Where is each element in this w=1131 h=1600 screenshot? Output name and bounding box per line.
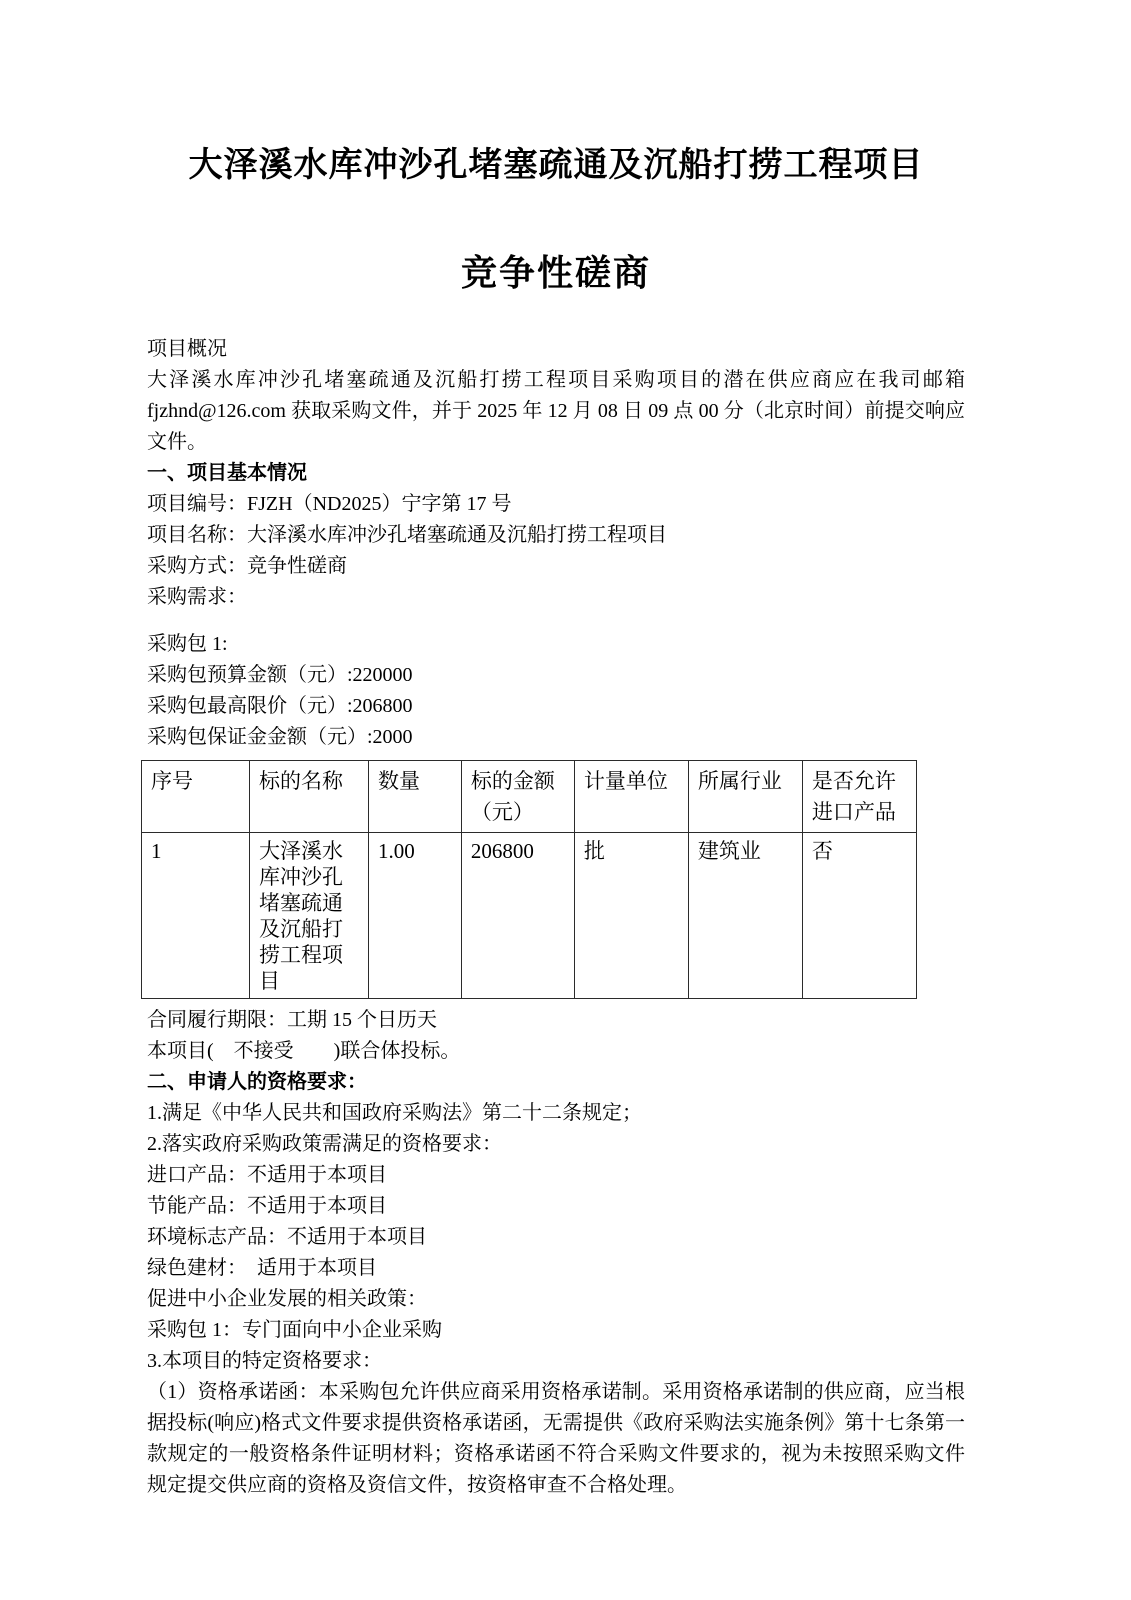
procurement-method: 采购方式：竞争性磋商: [147, 555, 347, 577]
consortium-bidding: 本项目( 不接受 )联合体投标。: [147, 1040, 461, 1062]
cell-seq-no: 1: [142, 833, 250, 999]
header-quantity: 数量: [369, 761, 462, 833]
document-subtitle: 竞争性磋商: [460, 253, 651, 293]
blank-line: [147, 613, 965, 629]
policy-sme-promotion: 促进中小企业发展的相关政策：: [147, 1288, 427, 1310]
section1-heading: 一、项目基本情况: [147, 462, 307, 484]
policy-sme-package: 采购包 1：专门面向中小企业采购: [147, 1319, 442, 1341]
policy-import-products: 进口产品：不适用于本项目: [147, 1164, 387, 1186]
header-industry: 所属行业: [688, 761, 802, 833]
section2-heading: 二、申请人的资格要求：: [147, 1071, 367, 1093]
qualification-item1: 1.满足《中华人民共和国政府采购法》第二十二条规定；: [147, 1102, 642, 1124]
package-name: 采购包 1:: [147, 633, 228, 655]
cell-industry: 建筑业: [688, 833, 802, 999]
package-deposit: 采购包保证金金额（元）:2000: [147, 726, 413, 748]
package-budget: 采购包预算金额（元）:220000: [147, 664, 413, 686]
header-seq-no: 序号: [142, 761, 250, 833]
header-import-allowed: 是否允许进口产品: [802, 761, 916, 833]
procurement-items-table: [141, 760, 917, 999]
table-header-row: [142, 761, 917, 833]
document-body: [147, 334, 965, 1501]
policy-green-materials: 绿色建材： 适用于本项目: [147, 1257, 377, 1279]
cell-unit: 批: [574, 833, 688, 999]
qualification-item3-detail: （1）资格承诺函：本采购包允许供应商采用资格承诺制。采用资格承诺制的供应商，应当根据投标(响应)格式文件要求提供资格承诺函，无需提供《政府采购法实施条例》第十七条第一款规定的一般资格条件证明材料；资格承诺函不符合采购文件要求的，视为未按照采购文件规定提交供应商的资格及资信文件，按资格审查不合格处理。: [147, 1381, 965, 1496]
cell-amount: 206800: [461, 833, 574, 999]
overview-heading: 项目概况: [147, 338, 227, 360]
procurement-demand: 采购需求：: [147, 586, 247, 608]
cell-import-allowed: 否: [802, 833, 916, 999]
policy-energy-saving: 节能产品：不适用于本项目: [147, 1195, 387, 1217]
package-max-price: 采购包最高限价（元）:206800: [147, 695, 413, 717]
table-row: [142, 833, 917, 999]
document-title: 大泽溪水库冲沙孔堵塞疏通及沉船打捞工程项目: [188, 147, 924, 184]
qualification-item2: 2.落实政府采购政策需满足的资格要求：: [147, 1133, 502, 1155]
overview-paragraph: 大泽溪水库冲沙孔堵塞疏通及沉船打捞工程项目采购项目的潜在供应商应在我司邮箱 fjzhnd@126.com 获取采购文件，并于 2025 年 12 月 08 日 09 点 00 分（北京时间）前提交响应文件。: [147, 369, 965, 453]
contract-duration: 合同履行期限：工期 15 个日历天: [147, 1009, 437, 1031]
cell-subject-name: 大泽溪水库冲沙孔堵塞疏通及沉船打捞工程项目: [249, 833, 368, 999]
header-unit: 计量单位: [574, 761, 688, 833]
qualification-item3: 3.本项目的特定资格要求：: [147, 1350, 382, 1372]
header-amount: 标的金额（元）: [461, 761, 574, 833]
header-subject-name: 标的名称: [249, 761, 368, 833]
policy-environmental-label: 环境标志产品：不适用于本项目: [147, 1226, 427, 1248]
project-name: 项目名称：大泽溪水库冲沙孔堵塞疏通及沉船打捞工程项目: [147, 524, 667, 546]
project-number: 项目编号：FJZH（ND2025）宁字第 17 号: [147, 493, 512, 515]
cell-quantity: 1.00: [369, 833, 462, 999]
